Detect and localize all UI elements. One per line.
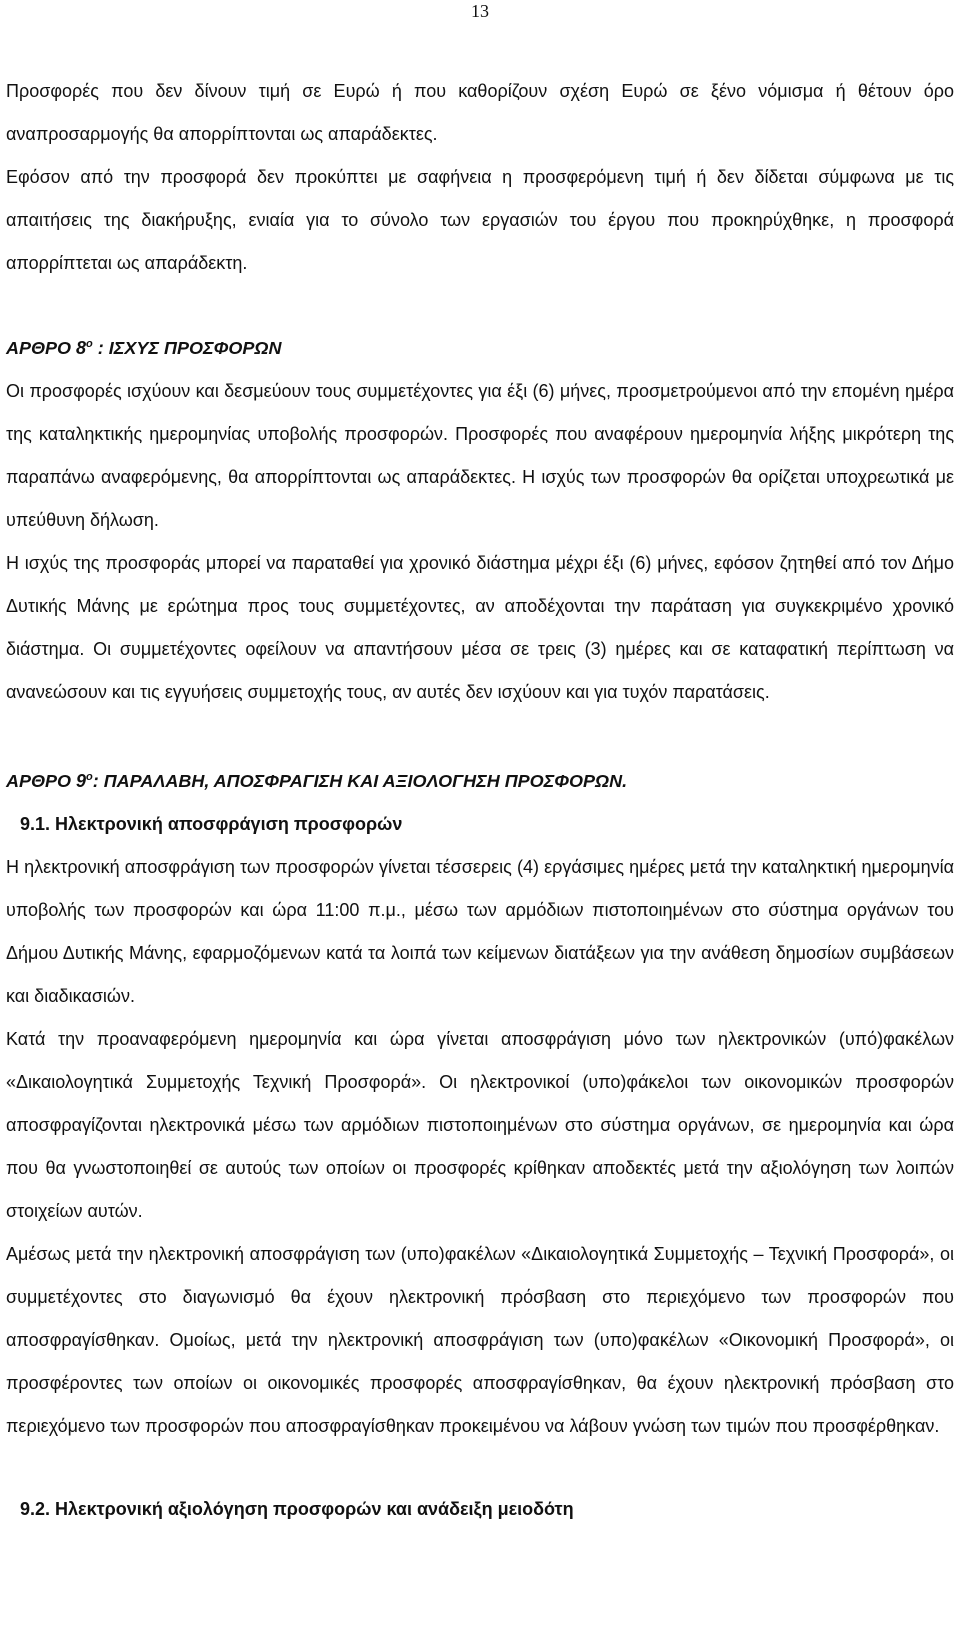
spacer: [6, 1448, 954, 1488]
section-9-1-paragraph-access: Αμέσως μετά την ηλεκτρονική αποσφράγιση των (υπο)φακέλων «Δικαιολογητικά Συμμετοχής – Τεχνική Προσφορά», οι συμμετέχοντες στο διαγωνισμό θα έχουν ηλεκτρονική πρόσβαση στο περιεχόμενο των προσφορών που αποσφραγίσθηκαν. Ομοίως, μετά την ηλεκτρονική αποσφράγιση των (υπο)φακέλων «Οικονομική Προσφορά», οι προσφέροντες των οποίων οι οικονομικές προσφορές αποσφραγίσθηκαν, θα έχουν ηλεκτρονική πρόσβαση στο περιεχόμενο των προσφορών που αποσφραγίσθηκαν προκειμένου να λάβουν γνώση των τιμών που προσφέρθηκαν.: [6, 1244, 954, 1436]
section-9-1-paragraph-opening: Η ηλεκτρονική αποσφράγιση των προσφορών γίνεται τέσσερεις (4) εργάσιμες ημέρες μετά την καταληκτική ημερομηνία υποβολής των προσφορών και ώρα 11:00 π.μ., μέσω των αρμόδιων πιστοποιημένων στο σύστημα οργάνων του Δήμου Δυτικής Μάνης, εφαρμοζόμενων κατά τα λοιπά των κείμενων διατάξεων για την ανάθεση δημοσίων συμβάσεων και διαδικασιών.: [6, 857, 954, 1006]
article-8-heading: [6, 323, 954, 370]
intro-paragraph-rejection: Εφόσον από την προσφορά δεν προκύπτει με σαφήνεια η προσφερόμενη τιμή ή δεν δίδεται σύμφωνα με τις απαιτήσεις της διακήρυξης, ενιαία για το σύνολο των εργασιών του έργου που προκηρύχθηκε, η προσφορά απορρίπτεται ως απαράδεκτη.: [6, 167, 954, 273]
section-9-2-heading: 9.2. Ηλεκτρονική αξιολόγηση προσφορών και ανάδειξη μειοδότη: [20, 1499, 574, 1519]
article-8-paragraph-validity: Οι προσφορές ισχύουν και δεσμεύουν τους συμμετέχοντες για έξι (6) μήνες, προσμετρούμενοι από την επομένη ημέρα της καταληκτικής ημερομηνίας υποβολής προσφορών. Προσφορές που αναφέρουν ημερομηνία λήξης μικρότερη της παραπάνω αναφερόμενης, θα απορρίπτονται ως απαράδεκτες. Η ισχύς των προσφορών θα ορίζεται υποχρεωτικά με υπεύθυνη δήλωση.: [6, 381, 954, 530]
article-8-heading-ordinal: ο: [86, 338, 93, 350]
spacer: [6, 714, 954, 756]
article-9-heading-text: : ΠΑΡΑΛΑΒΗ, ΑΠΟΣΦΡΑΓΙΣΗ ΚΑΙ ΑΞΙΟΛΟΓΗΣΗ ΠΡΟΣΦΟΡΩΝ.: [92, 771, 628, 791]
article-8-paragraph-extension: Η ισχύς της προσφοράς μπορεί να παραταθεί για χρονικό διάστημα μέχρι έξι (6) μήνες, εφόσον ζητηθεί από τον Δήμο Δυτικής Μάνης με ερώτημα προς τους συμμετέχοντες, αν αποδέχονται την παράταση για συγκεκριμένο χρονικό διάστημα. Οι συμμετέχοντες οφείλουν να απαντήσουν μέσα σε τρεις (3) ημέρες και σε καταφατική περίπτωση να ανανεώσουν και τις εγγυήσεις συμμετοχής τους, αν αυτές δεν ισχύουν και για τυχόν παρατάσεις.: [6, 553, 954, 702]
document-body: [6, 70, 954, 1531]
article-9-heading-ordinal: ο: [86, 771, 93, 783]
article-9-heading: [6, 756, 954, 803]
article-9-heading-prefix: ΑΡΘΡΟ 9: [6, 771, 87, 791]
spacer: [6, 285, 954, 323]
section-9-1-paragraph-envelopes: Κατά την προαναφερόμενη ημερομηνία και ώρα γίνεται αποσφράγιση μόνο των ηλεκτρονικών (υπό)φακέλων «Δικαιολογητικά Συμμετοχής Τεχνική Προσφορά». Οι ηλεκτρονικοί (υπο)φάκελοι των οικονομικών προσφορών αποσφραγίζονται ηλεκτρονικά μέσω των αρμόδιων πιστοποιημένων στο σύστημα οργάνων, σε ημερομηνία και ώρα που θα γνωστοποιηθεί σε αυτούς των οποίων οι προσφορές κρίθηκαν αποδεκτές μετά την αξιολόγηση των λοιπών στοιχείων αυτών.: [6, 1029, 954, 1221]
section-9-1-heading: 9.1. Ηλεκτρονική αποσφράγιση προσφορών: [20, 814, 403, 834]
article-8-heading-text: : ΙΣΧΥΣ ΠΡΟΣΦΟΡΩΝ: [92, 338, 282, 358]
article-8-heading-prefix: ΑΡΘΡΟ 8: [6, 338, 87, 358]
page-number: 13: [471, 1, 489, 21]
intro-paragraph-currency: Προσφορές που δεν δίνουν τιμή σε Ευρώ ή που καθορίζουν σχέση Ευρώ σε ξένο νόμισμα ή θέτουν όρο αναπροσαρμογής θα απορρίπτονται ως απαράδεκτες.: [6, 81, 954, 144]
